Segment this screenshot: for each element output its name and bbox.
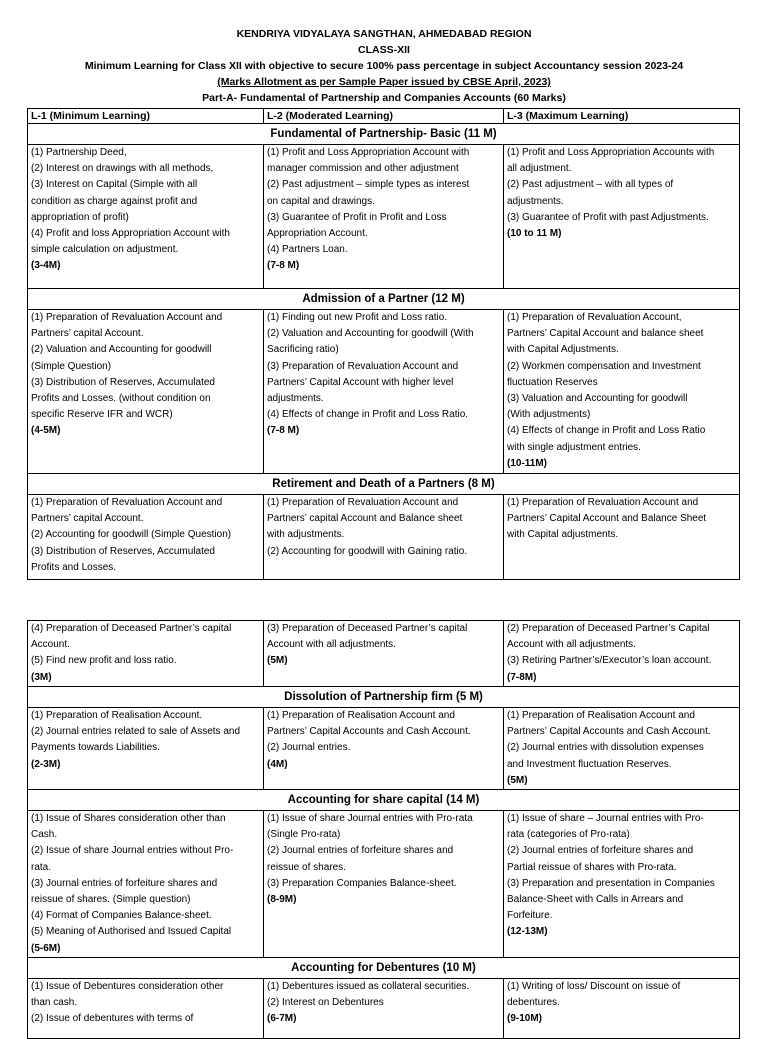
cell-text-line: (3) Interest on Capital (Simple with all bbox=[31, 179, 198, 191]
cell-text-line: Payments towards Liabilities. bbox=[31, 742, 160, 754]
cell-text-line: (2) Journal entries of forfeiture shares and bbox=[507, 845, 694, 857]
marks-label: (9-10M) bbox=[507, 1013, 543, 1025]
column-header-l1: L-1 (Minimum Learning) bbox=[28, 109, 264, 124]
cell-text-line: (With adjustments) bbox=[507, 409, 591, 421]
class-title: CLASS-XII bbox=[358, 44, 410, 56]
cell-text-line: (1) Issue of Debentures consideration other bbox=[31, 980, 224, 992]
cell-text-line: (1) Partnership Deed, bbox=[31, 147, 127, 158]
column-header-l2: L-2 (Moderated Learning) bbox=[264, 109, 504, 124]
cell-text-line: condition as charge against profit and bbox=[31, 195, 198, 207]
cell-text-line: (1) Issue of Shares consideration other than bbox=[31, 813, 226, 825]
section-content-row bbox=[28, 708, 740, 790]
cell-text-line: Appropriation Account. bbox=[267, 228, 368, 240]
cell-text-line: (2) Journal entries with dissolution expenses bbox=[507, 742, 704, 754]
cell-text-line: (2) Accounting for goodwill with Gaining ratio. bbox=[267, 545, 468, 557]
cell-text-line: (2) Accounting for goodwill (Simple Question) bbox=[31, 529, 232, 541]
l3-cell bbox=[504, 708, 740, 790]
cell-text-line: Partners’ capital Account and Balance sheet bbox=[267, 513, 463, 525]
cell-text-line: (4) Partners Loan. bbox=[267, 244, 348, 256]
cell-text-line: (2) Past adjustment – with all types of bbox=[507, 179, 674, 191]
cell-text-line: Partners’ Capital Account and balance sheet bbox=[507, 328, 704, 340]
section-title-row bbox=[28, 124, 740, 145]
section-content-row bbox=[28, 978, 740, 1038]
section-title-row bbox=[28, 474, 740, 495]
section-title-row bbox=[28, 957, 740, 978]
cell-text-line: Partners’ capital Account. bbox=[31, 513, 144, 525]
cell-text-line: (1) Debentures issued as collateral securities. bbox=[267, 980, 470, 992]
cell-text-line: (1) Preparation of Revaluation Account and bbox=[267, 497, 459, 508]
l3-cell bbox=[504, 495, 740, 580]
marks-label: (6-7M) bbox=[267, 1013, 297, 1025]
marks-label: (7-8 M) bbox=[267, 425, 300, 437]
cell-text-line: reissue of shares. bbox=[267, 861, 346, 873]
cell-text-line: with adjustments. bbox=[267, 529, 345, 541]
cell-text-line: Partners’ Capital Account and Balance Sheet bbox=[507, 513, 707, 525]
cell-text-line: fluctuation Reserves bbox=[507, 376, 598, 388]
cell-text-line: (3) Preparation and presentation in Companies bbox=[507, 877, 715, 889]
section-title-row bbox=[28, 687, 740, 708]
l2-cell bbox=[264, 310, 504, 474]
cell-text-line: (2) Preparation of Deceased Partner’s Capital bbox=[507, 623, 710, 634]
cell-text-line: (2) Journal entries. bbox=[267, 742, 351, 754]
l3-cell bbox=[504, 978, 740, 1038]
cell-text-line: (2) Past adjustment – simple types as interest bbox=[267, 179, 470, 191]
cell-text-line: (1) Profit and Loss Appropriation Accounts with bbox=[507, 147, 715, 158]
section-title: Accounting for share capital (14 M) bbox=[28, 790, 740, 811]
cell-text-line: reissue of shares. (Simple question) bbox=[31, 894, 191, 906]
cell-text-line: Account. bbox=[31, 639, 70, 651]
column-header-l3: L-3 (Maximum Learning) bbox=[504, 109, 740, 124]
cell-text-line: (2) Journal entries related to sale of Assets and bbox=[31, 726, 241, 738]
l1-cell bbox=[28, 145, 264, 289]
cell-text-line: (1) Finding out new Profit and Loss ratio. bbox=[267, 312, 448, 323]
learning-table-part2 bbox=[27, 620, 740, 1039]
cell-text-line: (2) Valuation and Accounting for goodwill bbox=[31, 344, 212, 356]
section-title: Fundamental of Partnership- Basic (11 M) bbox=[28, 124, 740, 145]
cell-text-line: (3) Guarantee of Profit with past Adjustments. bbox=[507, 211, 709, 223]
cell-text-line: (1) Preparation of Revaluation Account and bbox=[31, 312, 223, 323]
cell-text-line: (Simple Question) bbox=[31, 360, 112, 372]
cell-text-line: adjustments. bbox=[507, 195, 564, 207]
l2-cell bbox=[264, 495, 504, 580]
marks-label: (4M) bbox=[267, 758, 288, 770]
cell-text-line: (1) Issue of share Journal entries with Pro-rata bbox=[267, 813, 473, 825]
cell-text-line: (4) Profit and loss Appropriation Account with bbox=[31, 228, 230, 240]
l1-cell bbox=[28, 495, 264, 580]
cell-text-line: Forfeiture. bbox=[507, 910, 553, 922]
cell-text-line: (2) Interest on drawings with all methods, bbox=[31, 163, 214, 175]
cell-text-line: all adjustment. bbox=[507, 163, 572, 175]
marks-label: (5M) bbox=[267, 655, 288, 667]
l2-cell bbox=[264, 145, 504, 289]
cell-text-line: Partners’ Capital Account with higher level bbox=[267, 376, 454, 388]
cell-text-line: (1) Preparation of Revaluation Account, bbox=[507, 312, 682, 323]
cell-text-line: than cash. bbox=[31, 997, 78, 1009]
cell-text-line: (3) Preparation of Deceased Partner’s capital bbox=[267, 623, 468, 634]
cell-text-line: (1) Preparation of Revaluation Account and bbox=[507, 497, 699, 508]
continuation-row bbox=[28, 621, 740, 687]
cell-text-line: rata. bbox=[31, 861, 52, 873]
marks-label: (7-8M) bbox=[507, 671, 537, 683]
marks-label: (10 to 11 M) bbox=[507, 228, 562, 240]
l3-cell bbox=[504, 621, 740, 687]
cell-text-line: (1) Issue of share – Journal entries with Pro- bbox=[507, 813, 704, 825]
cell-text-line: (1) Preparation of Revaluation Account and bbox=[31, 497, 223, 508]
cell-text-line: (4) Preparation of Deceased Partner’s capital bbox=[31, 623, 232, 634]
section-content-row bbox=[28, 811, 740, 958]
cell-text-line: (5) Find new profit and loss ratio. bbox=[31, 655, 177, 667]
l1-cell bbox=[28, 621, 264, 687]
cell-text-line: (1) Profit and Loss Appropriation Account with bbox=[267, 147, 470, 158]
cell-text-line: debentures. bbox=[507, 997, 560, 1009]
cell-text-line: (4) Format of Companies Balance-sheet. bbox=[31, 910, 212, 922]
cell-text-line: with Capital Adjustments. bbox=[507, 344, 619, 356]
l2-cell bbox=[264, 811, 504, 958]
l1-cell bbox=[28, 310, 264, 474]
cell-text-line: (1) Preparation of Realisation Account and bbox=[267, 710, 455, 721]
part-title: Part-A- Fundamental of Partnership and Companies Accounts (60 Marks) bbox=[202, 92, 566, 104]
cell-text-line: Cash. bbox=[31, 829, 58, 841]
l1-cell bbox=[28, 708, 264, 790]
cell-text-line: Profits and Losses. bbox=[31, 561, 117, 573]
cell-text-line: Partial reissue of shares with Pro-rata. bbox=[507, 861, 677, 873]
marks-label: (7-8 M) bbox=[267, 260, 300, 272]
cell-text-line: Account with all adjustments. bbox=[267, 639, 396, 651]
l3-cell bbox=[504, 811, 740, 958]
marks-label: (2-3M) bbox=[31, 758, 61, 770]
section-title: Admission of a Partner (12 M) bbox=[28, 289, 740, 310]
learning-table-part1 bbox=[27, 108, 740, 580]
cell-text-line: Partners’ Capital Accounts and Cash Account. bbox=[507, 726, 711, 738]
marks-label: (3M) bbox=[31, 671, 52, 683]
cell-text-line: (3) Distribution of Reserves, Accumulated bbox=[31, 376, 215, 388]
cell-text-line: (4) Effects of change in Profit and Loss Ratio. bbox=[267, 409, 469, 421]
marks-label: (5M) bbox=[507, 774, 528, 786]
cell-text-line: (3) Retiring Partner’s/Executor’s loan account. bbox=[507, 655, 712, 667]
cell-text-line: Partners’ capital Account. bbox=[31, 328, 144, 340]
region-title: KENDRIYA VIDYALAYA SANGTHAN, AHMEDABAD REGION bbox=[236, 28, 532, 40]
cell-text-line: and Investment fluctuation Reserves. bbox=[507, 758, 672, 770]
l2-cell bbox=[264, 708, 504, 790]
cell-text-line: (3) Journal entries of forfeiture shares and bbox=[31, 877, 218, 889]
marks-label: (4-5M) bbox=[31, 425, 61, 437]
marks-label: (10-11M) bbox=[507, 457, 548, 469]
cell-text-line: specific Reserve IFR and WCR) bbox=[31, 409, 173, 421]
section-content-row bbox=[28, 495, 740, 580]
l1-cell bbox=[28, 978, 264, 1038]
cell-text-line: (1) Preparation of Realisation Account and bbox=[507, 710, 695, 721]
cell-text-line: (3) Preparation of Revaluation Account and bbox=[267, 360, 459, 372]
marks-allotment-note: (Marks Allotment as per Sample Paper issued by CBSE April, 2023) bbox=[217, 76, 551, 88]
l3-cell bbox=[504, 145, 740, 289]
cell-text-line: (Single Pro-rata) bbox=[267, 829, 341, 841]
marks-label: (3-4M) bbox=[31, 260, 61, 272]
document-subtitle: Minimum Learning for Class XII with objective to secure 100% pass percentage in subject Accountancy session 2023-24 bbox=[84, 60, 684, 72]
cell-text-line: (3) Valuation and Accounting for goodwill bbox=[507, 393, 688, 405]
cell-text-line: Sacrificing ratio) bbox=[267, 344, 339, 356]
cell-text-line: Balance-Sheet with Calls in Arrears and bbox=[507, 894, 684, 906]
cell-text-line: adjustments. bbox=[267, 393, 324, 405]
section-content-row bbox=[28, 145, 740, 289]
column-header-row bbox=[28, 109, 740, 124]
cell-text-line: rata (categories of Pro-rata) bbox=[507, 829, 630, 841]
cell-text-line: (2) Issue of share Journal entries without Pro- bbox=[31, 845, 234, 857]
section-title: Accounting for Debentures (10 M) bbox=[28, 957, 740, 978]
cell-text-line: (1) Preparation of Realisation Account. bbox=[31, 710, 203, 721]
cell-text-line: Profits and Losses. (without condition on bbox=[31, 393, 211, 405]
cell-text-line: manager commission and other adjustment bbox=[267, 163, 459, 175]
cell-text-line: (5) Meaning of Authorised and Issued Capital bbox=[31, 926, 232, 938]
marks-label: (8-9M) bbox=[267, 894, 297, 906]
cell-text-line: (1) Writing of loss/ Discount on issue of bbox=[507, 980, 681, 992]
cell-text-line: (2) Workmen compensation and Investment bbox=[507, 360, 701, 372]
cell-text-line: (3) Distribution of Reserves, Accumulated bbox=[31, 545, 215, 557]
section-title-row bbox=[28, 790, 740, 811]
section-title: Dissolution of Partnership firm (5 M) bbox=[28, 687, 740, 708]
cell-text-line: (4) Effects of change in Profit and Loss Ratio bbox=[507, 425, 706, 437]
cell-text-line: appropriation of profit) bbox=[31, 211, 129, 223]
section-content-row bbox=[28, 310, 740, 474]
cell-text-line: (3) Preparation Companies Balance-sheet. bbox=[267, 877, 457, 889]
cell-text-line: (3) Guarantee of Profit in Profit and Loss bbox=[267, 211, 447, 223]
l3-cell bbox=[504, 310, 740, 474]
document-header bbox=[0, 26, 768, 106]
cell-text-line: (2) Valuation and Accounting for goodwill (With bbox=[267, 328, 474, 340]
marks-label: (12-13M) bbox=[507, 926, 548, 938]
cell-text-line: (2) Interest on Debentures bbox=[267, 997, 384, 1009]
l1-cell bbox=[28, 811, 264, 958]
section-title-row bbox=[28, 289, 740, 310]
l2-cell bbox=[264, 621, 504, 687]
marks-label: (5-6M) bbox=[31, 942, 61, 954]
l2-cell bbox=[264, 978, 504, 1038]
cell-text-line: Account with all adjustments. bbox=[507, 639, 636, 651]
cell-text-line: with Capital adjustments. bbox=[507, 529, 619, 541]
cell-text-line: (2) Issue of debentures with terms of bbox=[31, 1013, 194, 1025]
cell-text-line: simple calculation on adjustment. bbox=[31, 244, 179, 256]
section-title: Retirement and Death of a Partners (8 M) bbox=[28, 474, 740, 495]
cell-text-line: Partners’ Capital Accounts and Cash Account. bbox=[267, 726, 471, 738]
cell-text-line: (2) Journal entries of forfeiture shares and bbox=[267, 845, 454, 857]
cell-text-line: with single adjustment entries. bbox=[507, 441, 641, 453]
cell-text-line: on capital and drawings. bbox=[267, 195, 375, 207]
